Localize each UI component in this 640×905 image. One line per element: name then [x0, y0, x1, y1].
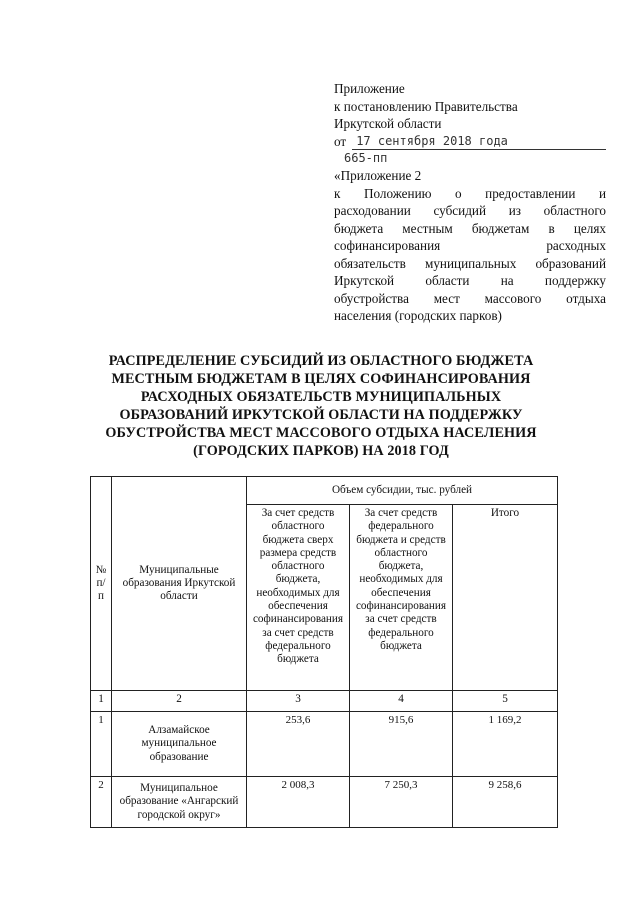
appendix-resolution: к постановлению Правительства — [334, 98, 518, 114]
row-number: 2 — [91, 777, 112, 828]
total-amount: 9 258,6 — [453, 777, 558, 828]
table-row — [91, 777, 558, 828]
subsidy-table — [90, 476, 558, 828]
appendix-2-text-line: к Положению о предоставлении и — [334, 185, 606, 201]
appendix-2-text-line: софинансирования расходных — [334, 238, 606, 253]
header-number: № п/п — [91, 477, 112, 691]
total-amount: 1 169,2 — [453, 712, 558, 777]
resolution-date: 17 сентября 2018 года — [352, 134, 606, 150]
title-line: (ГОРОДСКИХ ПАРКОВ) НА 2018 ГОД — [193, 443, 449, 459]
appendix-2-text-line: обязательств муниципальных образований — [334, 255, 606, 271]
title-line: ОБУСТРОЙСТВА МЕСТ МАССОВОГО ОТДЫХА НАСЕЛЕНИЯ — [105, 425, 537, 441]
document-title — [88, 352, 554, 460]
appendix-header — [334, 80, 606, 325]
title-line: РАСХОДНЫХ ОБЯЗАТЕЛЬСТВ МУНИЦИПАЛЬНЫХ — [140, 389, 502, 405]
appendix-2-text-line: Иркутской области на поддержку — [334, 273, 606, 288]
date-row — [334, 133, 606, 151]
header-municipality: Муниципальные образования Иркутской области — [112, 477, 247, 691]
appendix-2-text-line: населения (городских парков) — [334, 308, 502, 323]
resolution-number: 665-пп — [344, 151, 388, 165]
appendix-region: Иркутской области — [334, 116, 442, 131]
municipality-name: Алзамайское муниципальное образование — [112, 712, 247, 777]
appendix-label: Приложение — [334, 81, 405, 96]
appendix-2-text-line: обустройства мест массового отдыха — [334, 290, 606, 306]
column-number: 2 — [112, 691, 247, 712]
title-line: МЕСТНЫМ БЮДЖЕТАМ В ЦЕЛЯХ СОФИНАНСИРОВАНИЯ — [111, 371, 531, 387]
title-line: ОБРАЗОВАНИЙ ИРКУТСКОЙ ОБЛАСТИ НА ПОДДЕРЖКУ — [119, 407, 523, 423]
header-total: Итого — [453, 505, 558, 691]
date-prefix: от — [334, 133, 347, 149]
federal-amount: 7 250,3 — [350, 777, 453, 828]
appendix-2-title: «Приложение 2 — [334, 168, 422, 183]
row-number: 1 — [91, 712, 112, 777]
table-row — [91, 712, 558, 777]
title-line: РАСПРЕДЕЛЕНИЕ СУБСИДИЙ ИЗ ОБЛАСТНОГО БЮДЖЕТА — [108, 353, 534, 369]
column-number: 5 — [453, 691, 558, 712]
header-federal-budget: За счет средств федерального бюджета и средств областного бюджета, необходимых для обеспечения софинансирования за счет средств федерального бюджета — [350, 505, 453, 691]
appendix-2-text-line: расходовании субсидий из областного — [334, 203, 606, 218]
header-regional-budget: За счет средств областного бюджета сверх размера средств областного бюджета, необходимых для обеспечения софинансирования за счет средств федерального бюджета — [247, 505, 350, 691]
regional-amount: 2 008,3 — [247, 777, 350, 828]
header-subsidy-volume: Объем субсидии, тыс. рублей — [247, 477, 558, 505]
column-numbers-row — [91, 691, 558, 712]
regional-amount: 253,6 — [247, 712, 350, 777]
column-number: 1 — [91, 691, 112, 712]
municipality-name: Муниципальное образование «Ангарский городской округ» — [112, 777, 247, 828]
appendix-2-text-line: бюджета местным бюджетам в целях — [334, 220, 606, 236]
federal-amount: 915,6 — [350, 712, 453, 777]
column-number: 3 — [247, 691, 350, 712]
column-number: 4 — [350, 691, 453, 712]
